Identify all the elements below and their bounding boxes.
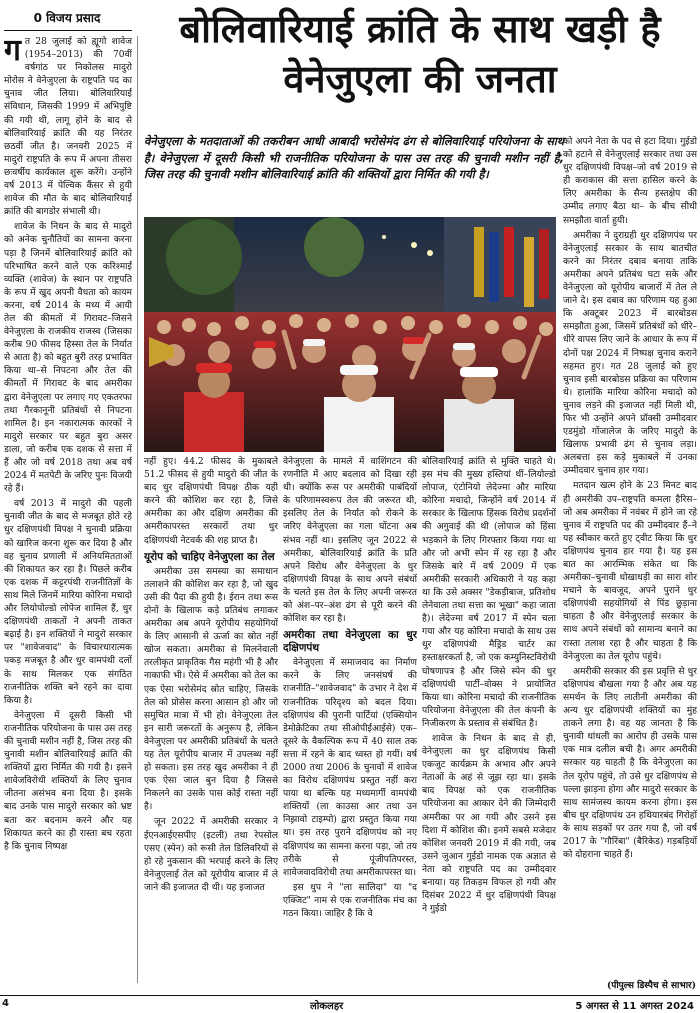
byline-divider	[4, 30, 132, 31]
headline-line-2: वेनेजुएला की जनता	[283, 57, 557, 101]
page-number: 4	[2, 998, 9, 1009]
author-byline: 0 विजय प्रसाद	[33, 10, 101, 25]
col1-para-4: वेनेजुएला में दूसरी किसी भी राजनीतिक परियोजना के पास उस तरह की चुनावी मशीन नहीं है, जिस तरह की चुनावी मशीन बोलिवारियाई क्रांति की शक्तियों द्वारा निर्मित की गयी है। इसने शावेजविरोधी शक्तियों के लिए चुनाव जीतना असंभव बना दिया है। इसके बाद उनके पास मादुरो सरकार को भ्रष्ट बता कर बदनाम करने और यह शिकायत करने का ही रास्ता बच रहता है कि चुनाव निष्पक्ष	[4, 710, 132, 852]
subhead-us-far-right: अमरीका तथा वेनेजुएला का धुर दक्षिणपंथ	[283, 629, 417, 655]
col1-para-1	[4, 36, 132, 219]
drop-cap: ग	[4, 36, 21, 68]
publication-name: लोकलहर	[310, 1001, 344, 1012]
col2-para-2: अमरीका उस समस्या का समाधान तलाशने की कोशिश कर रहा है, जो खुद उसी की पैदा की हुयी है। ईरान तथा रूस दोनों के खिलाफ कड़े प्रतिबंध लगाकर अमरीका अब अपने यूरोपीय सहयोगियों के लिए आसानी से ऊर्जा का स्रोत नहीं खोज सकता। अमरीका से मिलनेवाली तरलीकृत प्राकृतिक गैस महंगी भी है और नाकाफी भी। ऐसे में अमरीका को तेल का एक ऐसा भरोसेमंद स्रोत चाहिए, जिसके तेल को प्रोसेस करना आसान हो और जो समुचित मात्रा में भी हो। वेनेजुएला तेल इन सारी जरूरतों के अनुरूप है, लेकिन वेनेजुएला पर अमरीकी प्रतिबंधों के चलते यह तेल यूरोपीय बाजार में उपलब्ध नहीं हो सकता। इस तरह खुद अमरीका ने ही एक ऐसा जाल बुन दिया है जिससे निकलने का उसके पास कोई रास्ता नहीं है।	[144, 566, 278, 813]
article-column-1	[4, 36, 132, 993]
article-column-5	[563, 136, 697, 976]
col2-para-1: नहीं हुए। 44.2 फीसद के मुकाबले 51.2 फीसद से हुयी मादुरो की जीत के बाद धुर दक्षिणपंथी विपक्ष ठीक यही करने की कोशिश कर रहा है, जिसे अमरीका का और दक्षिण अमरीका की अमरीकापरस्त सरकारों तथा धुर दक्षिणपंथी नेटवर्क की शह प्राप्त है।	[144, 457, 278, 546]
rally-photo	[144, 217, 556, 452]
col3-para-3: इस धुप ने "ला सालिदा" या "द एक्जिट" नाम से एक राजनीतिक मंच का गठन किया। जाहिर है कि वे	[283, 882, 417, 919]
subhead-europe-oil: यूरोप को चाहिए वेनेजुएला का तेल	[144, 550, 275, 563]
col4-para-2: शावेज के निधन के बाद से ही, वेनेजुएला का धुर दक्षिणपंथ किसी एकजुट कार्यक्रम के अभाव और अपने नेताओं के अहं से जूझ रहा था। इसके बाद विपक्ष को एक राजनीतिक परियोजना का आकार देने की जिम्मेदारी अमरीका पर आ गयी और उसने इस दिशा में कोशिश की। इनमें सबसे मजेदार कोशिश जनवरी 2019 में की गयी, जब उसने जुआन गुईडो नामक एक अज्ञात से नेता को राष्ट्रपति पद का उम्मीदवार बनाया। यह तिकड़म विफल हो गयी और दिसंबर 2022 में धुर दक्षिणपंथी विपक्ष ने गुईडो	[422, 733, 556, 915]
col5-para-4: अमरीकी सरकार की इस प्रवृत्ति से धुर दक्षिणपंथ बौखला गया है और अब यह समर्थन के लिए लातीनी अमरीका की अन्य धुर दक्षिणपंथी शक्तियों का मुंह ताकने लगा है। वह यह जानता है कि चुनावी धांधली का आरोप ही उसके पास एक मात्र दलील बची है। अगर अमरीकी सरकार यह चाहती है कि वेनेजुएला का तेल यूरोप पहुंचे, तो उसे धुर दक्षिणपंथ से पल्ला झाड़ना होगा और मादुरो सरकार के साथ सामंजस्य कायम करना होगा। इस बीच धुर दक्षिणपंथ उन हथियारबंद गिरोहों के साथ सड़कों पर उतर गया है, जो वर्ष 2017 के "गौरिंबा" (बैरिकेड) गड़बड़ियों को दोहराना चाहते हैं।	[563, 666, 697, 861]
col3-para-2: वेनेजुएला में समाजवाद का निर्माण करने के लिए जनसंघर्ष की राजनीति–"शावेजवाद" के उभार ने देश में राजनीतिक परिदृश्य को बदल दिया। दक्षिणपंथ की पुरानी पार्टियां (एक्सियोन डेमोक्रेटिका तथा सीओपीईआईसे) एक–दूसरे के वैकल्पिक रूप में 40 साल तक सत्ता में रहने के बाद ध्वस्त हो गयीं। वर्ष 2000 तथा 2006 के चुनावों में शावेज का विरोध दक्षिणपंथ प्रस्तुत नहीं करा पाया था बल्कि यह मध्यमार्गी वामपंथी शक्तियों (ला काउसा आर तथा उन निझ़ावो टाइम्पो) द्वारा प्रस्तुत किया गया था। इस तरह पुराने दक्षिणपंथ को नए दक्षिणपंथ का सामना करना पड़ा, जो तय तरीके से पूंजीपतिपरस्त, शावेजवादविरोधी तथा अमरीकापरस्त था।	[283, 658, 417, 878]
col2-para-3: जून 2022 में अमरीकी सरकार ने ईएनआईएसपीए (इटली) तथा रेपसोल एसए (स्पेन) को रूसी तेल डिलिवरियों से हो रहे नुकसान की भरपाई करने के लिए वेनेजुएलाई तेल को यूरोपीय बाजार में ले जाने की इजाजत दी थी। यह इजाजत	[144, 817, 278, 893]
article-column-2	[144, 456, 278, 994]
column-divider	[137, 36, 138, 983]
col4-para-1: बोलिवारियाई क्रांति से मुक्ति चाहते थे। इस मंच की मुख्य हस्तियां थीं–लियोल्डो लोपाज, एंटोनियो लेदेज्मा और मारिया कोरिना मचादो, जिन्होंने वर्ष 2014 में सरकार के खिलाफ हिंसक विरोध प्रदर्शनों की अगुवाई की थी (लोपाज को हिंसा भड़काने के लिए गिरफ्तार किया गया था और जो अभी स्पेन में रह रहा है और जिसके बारे में वर्ष 2009 में एक अमरीकी सरकारी अधिकारी ने यह कहा था कि उसे अक्सर "डेकड़ीबाज, प्रतिशोध लेनेवाला तथा सत्ता का भूखा" कहा जाता है)। लेदेज्मा वर्ष 2017 में स्पेन चला गया और यह कोरिना मचादो के साथ उस धुर दक्षिणपंथी मैड्रिड चार्टर का हस्ताक्षरकर्ता है, जो एक कम्युनिस्टविरोधी घोषणापत्र है और जिसे स्पेन की धुर दक्षिणपंथी पार्टी–वोक्स ने प्रायोजित किया था। कोरिना मचादो की राजनीतिक परियोजना वेनेजुएला की तेल कंपनी के निजीकरण के प्रस्ताव से संबंधित है।	[422, 457, 556, 729]
col1-para-3: वर्ष 2013 में मादुरो की पहली चुनावी जीत के बाद से मजबूत होते रहे धुर दक्षिणपंथी विपक्ष ने चुनावी प्रक्रिया को खारिज करना शुरू कर दिया है और वह चुनाव प्रणाली में अनियमितताओं की शिकायत कर रहा है। पिछले करीब एक दशक में कट्टरपंथी राजनीतिज्ञों के साथ मिले जिनमें मारिया कोरिना मचादो और लियोपोल्डो लोपेज शामिल हैं, धुर दक्षिणपंथी ताकतों ने अपनी ताकत बढ़ाई है। इन शक्तियों ने मादुरो सरकार पर "शावेजवाद" के विचारधारात्मक पकड़ मजबूत है और धुर वामपंथी दलों के साथ मिलकर एक संगठित राजनीतिक शक्ति बने रहने का दावा किया है।	[4, 499, 132, 706]
source-credit: (पीपुल्स डिस्पैच से साभार)	[606, 981, 696, 991]
issue-date: 5 अगस्त से 11 अगस्त 2024	[575, 1001, 694, 1012]
col3-para-1: वेनेजुएला के मामले में वाशिंगटन की रणनीति में आए बदलाव को दिखा रही थी। क्योंकि रूस पर अमरीकी पाबंदियों के परिणामस्वरूप तेल की जरूरत थी, इसलिए तेल के निर्यात को रोकने के जरिए वेनेजुएला का गला घोंटना अब संभव नहीं था। इसलिए जून 2022 से अमरीका, बोलिवारियाई क्रांति के प्रति अपने विरोध और वेनेजुएला के धुर दक्षिणपंथी विपक्ष के साथ अपने संबंधों के चलते इस तेल के लिए अपनी जरूरत को अंश–पर–अंश ढंग से पूरी करने की कोशिश कर रहा है।	[283, 457, 417, 625]
col1-para-2: शावेज के निधन के बाद से मादुरो को अनेक चुनौतियों का सामना करना पड़ा है जिनमें बोलिवारियाई क्रांति को परिभाषित करने वाले एक करिश्माई व्यक्ति (शावेज) के स्थान पर राष्ट्रपति के रूप में खुद अपनी वैधता को कायम करना, वर्ष 2014 के मध्य में आयी तेल की कीमतों में गिरावट–जिसने वेनेजुएला के राजकीय राजस्व (जिसका करीब 90 फीसद हिस्सा तेल के निर्यात से आता है) को बहुत बुरी तरह प्रभावित किया था–से निपटना और तेल की कीमतों में गिरावट के बाद अमरीका द्वारा वेनेजुएला पर लगाए गए एकतरफा तथा गैरकानूनी प्रतिबंधों से निपटना शामिल है। इन नकारात्मक कारकों ने मादुरो सरकार पर बहुत बुरा असर डाला, जो करीब एक दशक से सत्ता में हैं और जो वर्ष 2018 तथा अब वर्ष 2024 में मतपेटी के जरिए पुनः विजयी रहे हैं।	[4, 222, 132, 495]
headline-line-1: बोलिवारियाई क्रांति के साथ खड़ी है	[179, 7, 661, 51]
col1-para-1-text: त 28 जुलाई को ह्यूगो शावेज (1954–2013) की 70वीं वर्षगांठ पर निकोलस मादुरो मोरोस ने वेनेजुएला के राष्ट्रपति पद का चुनाव जीत लिया। बोलिवारियाई संविधान, जिसकी 1999 में अभिपुष्टि की गयी थी, लागू होने के बाद से बोलिवारियाई क्रांति की यह निरंतर छठवीं जीत है। जनवरी 2025 में मादुरो राष्ट्रपति के रूप में अपना तीसरा छःवर्षीय कार्यकाल शुरू करेंगे। उन्होंने वर्ष 2013 में पेल्विक कैंसर से हुयी शावेज की मौत के बाद बोलिवारियाई क्रांति की बागडोर संभाली थी।	[4, 37, 132, 218]
article-deck: वेनेजुएला के मतदाताओं की तकरीबन आधी आबादी भरोसेमंद ढंग से बोलिवारियाई परियोजना के साथ है। वेनेजुएला में दूसरी किसी भी राजनीतिक परियोजना के पास उस तरह की चुनावी मशीन नहीं है, जिस तरह की चुनावी मशीन बोलिवारियाई क्रांति की शक्तियों द्वारा निर्मित की गयी है।	[144, 135, 564, 181]
article-column-3	[283, 456, 417, 994]
col5-para-3: मतदान खत्म होने के 23 मिनट बाद ही अमरीकी उप–राष्ट्रपति कमला हैरिस–जो अब अमरीका में नवंबर में होने जा रहे चुनाव में राष्ट्रपति पद की उम्मीदवार हैं–ने यह स्वीकार करते हुए ट्वीट किया कि धुर दक्षिणपंथ चुनाव हार गया है। यह इस बात का आरम्भिक संकेत था कि अमरीका–चुनावी धोखाधड़ी का सारा शोर मचाने के बावजूद, अपने पुराने धुर दक्षिणपंथी सहयोगियों से पिंड छुड़ाना चाहता है और वेनेजुएलाई सरकार के साथ अपने संबंधों को सामान्य बनाने का रास्ता तलाश रहा है और चाहता है कि वेनेजुएला का तेल यूरोप पहुंचे।	[563, 481, 697, 662]
article-headline	[140, 4, 700, 104]
crowd-photo-illustration	[144, 217, 556, 452]
article-column-4	[422, 456, 556, 994]
page-footer	[0, 996, 700, 1013]
col5-para-1: को अपने नेता के पद से हटा दिया। गुईडो को हटाने से वेनेजुएलाई सरकार तथा उस धुर दक्षिणपंथी विपक्ष–जो वर्ष 2019 से ही कराकास की सत्ता हासिल करने के लिए अमरीका के सैन्य हस्तक्षेप की उम्मीद लगाए बैठा था– के बीच सीधी समझौता वार्ता हुयी।	[563, 137, 697, 226]
col5-para-2: अमरीका ने दुराग्रही धुर दक्षिणपंथ पर वेनेजुएलाई सरकार के साथ बातचीत करने का निरंतर दबाव बनाया ताकि अमरीका अपने प्रतिबंध घटा सके और वेनेजुएला को यूरोपीय बाजारों में तेल ले जाने दे। इस दबाव का परिणाम यह हुआ कि अक्टूबर 2023 में बारबोडस समझौता हुआ, जिसमें प्रतिबंधों को धीरे–धीरे वापस लिए जाने के आधार के रूप में दोनों पक्ष 2024 में निष्पक्ष चुनाव कराने सहमत हुए। गत 28 जुलाई को हुए चुनाव इसी बारबोडस प्रक्रिया का परिणाम थे। हालांकि मारिया कोरिना मचादो को चुनाव लड़ने की इजाजत नहीं मिली थी, फिर भी उन्होंने अपने प्रॉक्सी उम्मीदवार एडमुंडो गोंजालेज के जरिए मादुरो के खिलाफ प्रभावी ढंग से चुनाव लड़ा। अलबत्ता इस कड़े मुकाबले में उनका उम्मीदवार चुनाव हार गया।	[563, 230, 697, 477]
